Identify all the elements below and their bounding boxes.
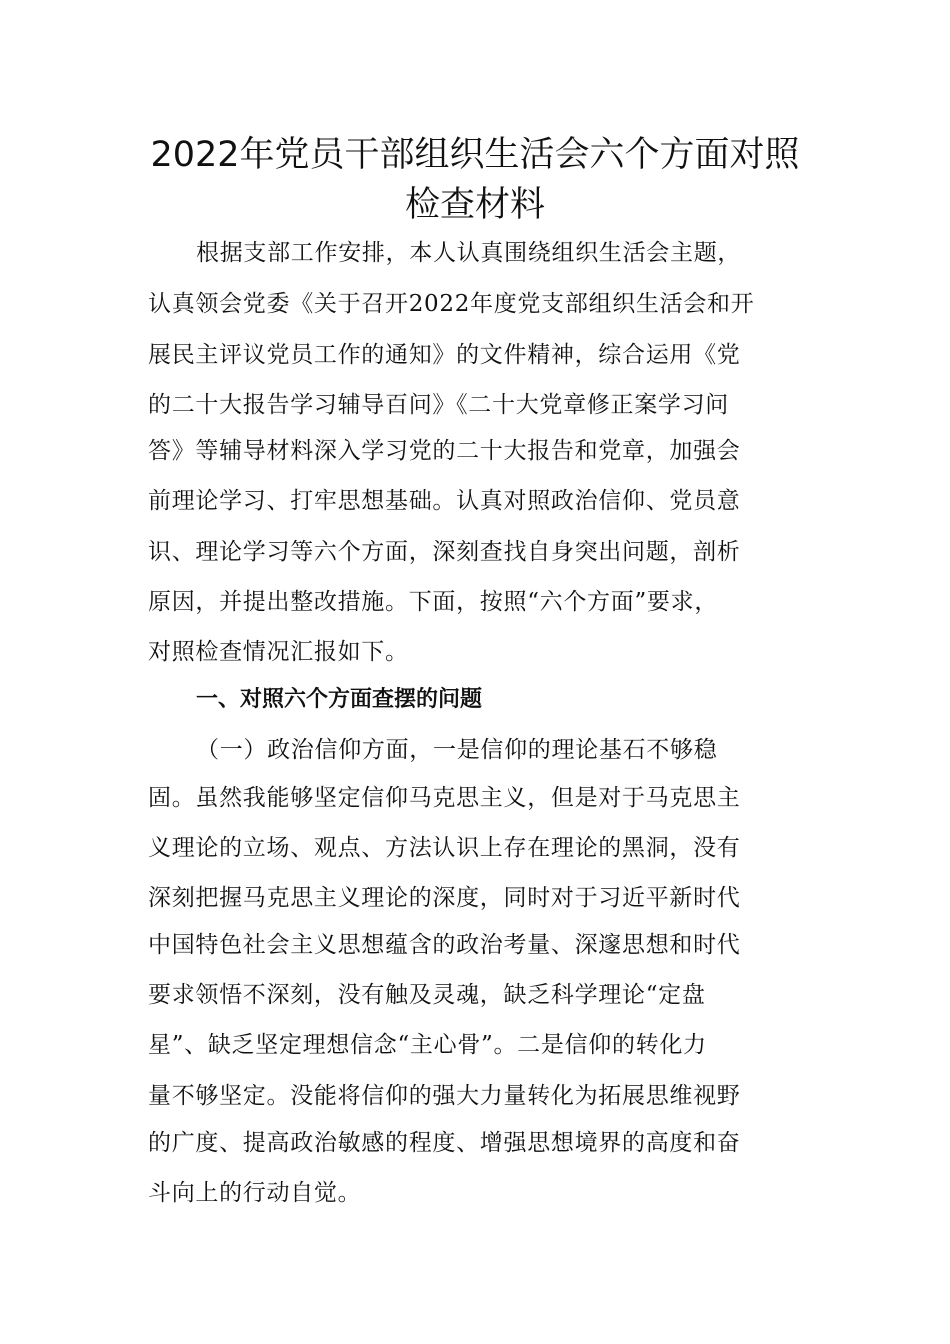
intro-paragraph-line: 前理论学习、打牢思想基础。认真对照政治信仰、党员意 bbox=[148, 488, 741, 514]
intro-paragraph-line: 答》等辅导材料深入学习党的二十大报告和党章，加强会 bbox=[148, 438, 741, 464]
section-paragraph-line: 义理论的立场、观点、方法认识上存在理论的黑洞，没有 bbox=[148, 835, 741, 861]
section-paragraph-line: 固。虽然我能够坚定信仰马克思主义，但是对于马克思主 bbox=[148, 785, 741, 811]
section-paragraph-line: 深刻把握马克思主义理论的深度，同时对于习近平新时代 bbox=[148, 885, 741, 911]
section-paragraph-line: 量不够坚定。没能将信仰的强大力量转化为拓展思维视野 bbox=[148, 1083, 741, 1109]
intro-paragraph-line: 认真领会党委《关于召开2022年度党支部组织生活会和开 bbox=[148, 291, 755, 317]
section-paragraph-line: 星”、缺乏坚定理想信念“主心骨”。二是信仰的转化力 bbox=[148, 1032, 707, 1058]
intro-paragraph-line: 根据支部工作安排，本人认真围绕组织生活会主题， bbox=[196, 240, 742, 266]
section-paragraph-line: 的广度、提高政治敏感的程度、增强思想境界的高度和奋 bbox=[148, 1130, 741, 1156]
intro-paragraph-line: 对照检查情况汇报如下。 bbox=[148, 639, 409, 665]
intro-paragraph-line: 的二十大报告学习辅导百问》《二十大党章修正案学习问 bbox=[148, 392, 729, 418]
document-title-line-1: 2022年党员干部组织生活会六个方面对照 bbox=[150, 135, 800, 175]
section-paragraph-line: 斗向上的行动自觉。 bbox=[148, 1180, 362, 1206]
intro-paragraph-line: 识、理论学习等六个方面，深刻查找自身突出问题，剖析 bbox=[148, 539, 741, 565]
intro-paragraph-line: 原因，并提出整改措施。下面，按照“六个方面”要求， bbox=[148, 589, 719, 615]
section-paragraph-line: 中国特色社会主义思想蕴含的政治考量、深邃思想和时代 bbox=[148, 932, 741, 958]
document-title-line-2: 检查材料 bbox=[404, 185, 545, 225]
section-paragraph-line: 要求领悟不深刻，没有触及灵魂，缺乏科学理论“定盘 bbox=[148, 982, 706, 1008]
section-heading: 一、对照六个方面查摆的问题 bbox=[196, 687, 483, 712]
intro-paragraph-line: 展民主评议党员工作的通知》的文件精神，综合运用《党 bbox=[148, 342, 741, 368]
section-paragraph-line: （一）政治信仰方面，一是信仰的理论基石不够稳 bbox=[196, 737, 718, 763]
